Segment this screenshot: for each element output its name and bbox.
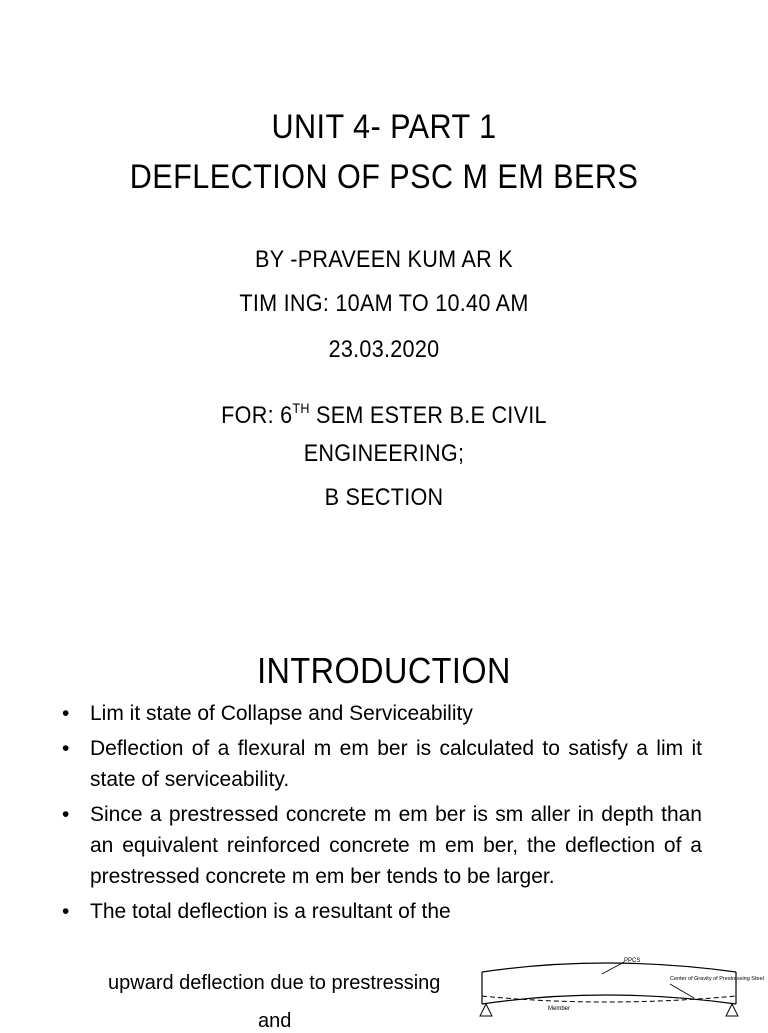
right-support-icon xyxy=(726,1004,738,1016)
audience-superscript: TH xyxy=(292,400,310,416)
cg-leader-line xyxy=(670,984,694,998)
section-line: B SECTION xyxy=(324,484,444,511)
bullet-item: • Since a prestressed concrete m em ber is sm aller in depth than an equivalent reinforced concrete m em ber, the deflection of a prestressed concrete m em ber tends to be larger. xyxy=(62,799,702,892)
introduction-heading: INTRODUCTION xyxy=(257,650,511,691)
bullet-list xyxy=(62,698,702,931)
indented-text-line-2: and xyxy=(258,1010,292,1032)
slide-title-line-2: DEFLECTION OF PSC M EM BERS xyxy=(129,158,639,196)
audience-prefix: FOR: 6 xyxy=(221,402,293,429)
ppcs-label: PPCS xyxy=(624,958,641,964)
beam-top-edge xyxy=(482,963,736,972)
bullet-item: • Lim it state of Collapse and Serviceability xyxy=(62,698,702,729)
timing-line: TIM ING: 10AM TO 10.40 AM xyxy=(239,290,529,317)
left-support-icon xyxy=(480,1004,492,1016)
date-line: 23.03.2020 xyxy=(328,336,440,363)
ppcs-leader-line xyxy=(602,962,624,974)
beam-deflection-diagram xyxy=(474,952,764,1024)
cg-label: Center of Gravity of Prestressing Steel xyxy=(670,976,764,982)
member-label: Member xyxy=(548,1006,571,1012)
audience-line-2: ENGINEERING; xyxy=(303,440,465,467)
beam-bottom-edge xyxy=(482,995,736,1004)
author-line: BY -PRAVEEN KUM AR K xyxy=(255,246,513,273)
audience-line xyxy=(38,402,729,430)
audience-suffix: SEM ESTER B.E CIVIL xyxy=(309,402,547,429)
slide-title-line-1: UNIT 4- PART 1 xyxy=(271,108,497,146)
bullet-item: • The total deflection is a resultant of the xyxy=(62,896,702,927)
introduction-slide xyxy=(0,630,768,1032)
bullet-item: • Deflection of a flexural m em ber is calculated to satisfy a lim it state of serviceability. xyxy=(62,733,702,795)
indented-text-line-1: upward deflection due to prestressing xyxy=(108,972,441,994)
